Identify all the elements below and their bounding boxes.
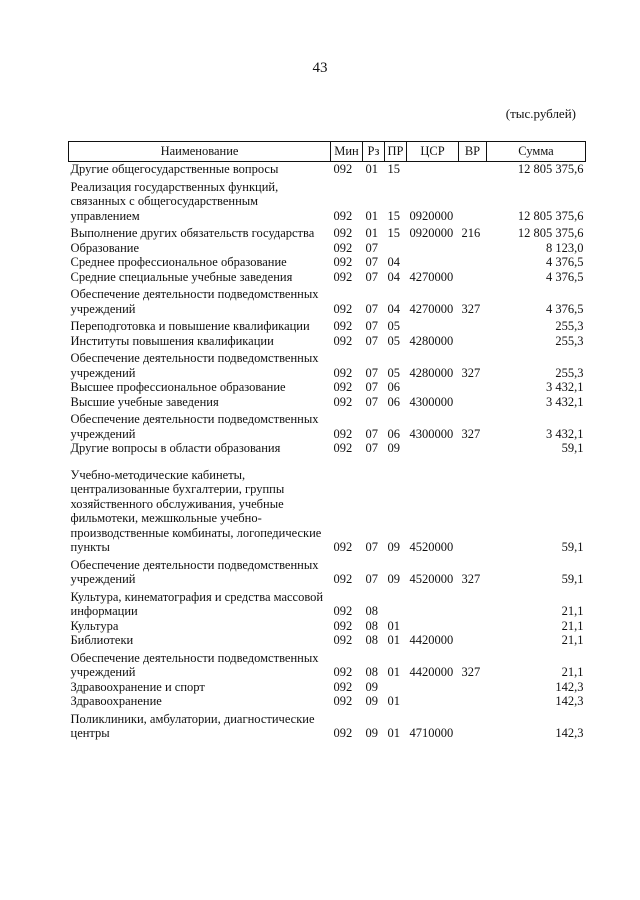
cell-rz: 01: [365, 162, 378, 176]
cell-sum: 59,1: [561, 540, 584, 554]
cell-name: Другие вопросы в области образования: [70, 441, 281, 455]
cell-rz: 08: [365, 618, 378, 633]
cell-csr: [407, 162, 459, 177]
cell-name: Выполнение других обязательств государства: [70, 226, 315, 240]
table-row: [69, 587, 586, 619]
cell-sum: 12 805 375,6: [517, 208, 584, 223]
cell-rz: 07: [365, 255, 378, 269]
cell-rz: 07: [365, 319, 378, 333]
cell-sum: 4 376,5: [546, 301, 584, 316]
cell-vr: [459, 380, 487, 395]
cell-pr: 04: [387, 269, 400, 284]
cell-pr: 09: [387, 540, 400, 554]
cell-pr: 09: [387, 572, 400, 586]
cell-rz: 08: [365, 604, 378, 618]
cell-csr: 4300000: [409, 426, 454, 441]
cell-vr: [459, 162, 487, 177]
cell-name: Средние специальные учебные заведения: [70, 269, 293, 284]
header-name: Наименование: [69, 142, 331, 162]
cell-name: Институты повышения квалификации: [70, 333, 274, 348]
table-row: [69, 441, 586, 456]
cell-vr: 216: [461, 226, 481, 240]
cell-name: Культура: [70, 618, 119, 633]
cell-vr: 327: [461, 572, 481, 586]
cell-sum: 8 123,0: [546, 240, 584, 255]
cell-pr: 06: [387, 394, 400, 409]
cell-csr: [407, 255, 459, 270]
cell-pr: 05: [387, 333, 400, 348]
cell-csr: [407, 380, 459, 395]
cell-sum: 255,3: [555, 365, 584, 380]
cell-rz: 07: [365, 269, 378, 284]
cell-csr: [407, 680, 459, 695]
cell-sum: 21,1: [561, 665, 584, 679]
table-row: [69, 409, 586, 441]
cell-min: 092: [333, 540, 353, 554]
cell-min: 092: [333, 426, 353, 441]
table-row: [69, 694, 586, 709]
cell-sum: 142,3: [555, 726, 584, 740]
cell-vr: [459, 694, 487, 709]
cell-min: 092: [333, 604, 353, 618]
cell-rz: 01: [365, 226, 378, 240]
cell-pr: 15: [387, 162, 400, 176]
cell-rz: 07: [365, 380, 378, 394]
cell-name: Высшие учебные заведения: [70, 394, 219, 409]
cell-name: Культура, кинематография и средства массовой информации: [70, 589, 324, 618]
cell-rz: 09: [365, 726, 378, 740]
cell-pr: [385, 241, 407, 256]
cell-sum: 59,1: [561, 572, 584, 586]
cell-name: Обеспечение деятельности подведомственных учреждений: [70, 412, 319, 441]
cell-sum: 12 805 375,6: [517, 162, 584, 176]
units-label: (тыс.рублей): [505, 106, 576, 121]
cell-pr: 15: [387, 226, 400, 240]
cell-name: Другие общегосударственные вопросы: [70, 162, 279, 176]
cell-rz: 09: [365, 694, 378, 708]
cell-sum: 142,3: [555, 679, 584, 694]
cell-vr: [459, 587, 487, 619]
cell-csr: [407, 441, 459, 456]
table-row: [69, 395, 586, 410]
cell-name: Здравоохранение: [70, 694, 162, 708]
cell-vr: [459, 270, 487, 285]
cell-vr: [459, 177, 487, 224]
cell-pr: 05: [387, 319, 400, 333]
header-vr: ВР: [459, 142, 487, 162]
cell-sum: 4 376,5: [546, 269, 584, 284]
cell-rz: 07: [365, 540, 378, 554]
cell-name: Здравоохранение и спорт: [70, 679, 205, 694]
cell-pr: 01: [387, 618, 400, 633]
cell-sum: 12 805 375,6: [517, 226, 584, 240]
cell-csr: [407, 587, 459, 619]
cell-vr: 327: [461, 365, 481, 380]
cell-name: Обеспечение деятельности подведомственных учреждений: [70, 557, 319, 586]
table-row: [69, 284, 586, 316]
cell-rz: 07: [365, 365, 378, 380]
cell-vr: 327: [461, 426, 481, 441]
cell-vr: [459, 456, 487, 555]
cell-csr: [407, 694, 459, 709]
cell-sum: 4 376,5: [546, 255, 584, 269]
cell-csr: 4420000: [409, 633, 454, 647]
cell-rz: 07: [365, 394, 378, 409]
cell-name: Обеспечение деятельности подведомственных учреждений: [70, 287, 319, 316]
cell-pr: [385, 680, 407, 695]
header-rz: Рз: [363, 142, 385, 162]
cell-vr: [459, 395, 487, 410]
cell-name: Переподготовка и повышение квалификации: [70, 319, 310, 333]
cell-min: 092: [333, 726, 353, 740]
table-header-row: [69, 142, 586, 162]
table-row: [69, 162, 586, 177]
table-row: [69, 348, 586, 380]
cell-name: Обеспечение деятельности подведомственных учреждений: [70, 351, 319, 380]
cell-rz: 07: [365, 572, 378, 586]
cell-min: 092: [333, 633, 353, 647]
cell-rz: 07: [365, 240, 378, 255]
cell-sum: 3 432,1: [546, 394, 584, 409]
cell-rz: 07: [365, 301, 378, 316]
header-pr: ПР: [385, 142, 407, 162]
cell-rz: 07: [365, 333, 378, 348]
table-row: [69, 456, 586, 555]
header-sum: Сумма: [487, 142, 586, 162]
cell-min: 092: [333, 269, 353, 284]
cell-csr: 4280000: [409, 365, 454, 380]
cell-vr: [459, 255, 487, 270]
cell-name: Библиотеки: [70, 633, 134, 647]
cell-rz: 07: [365, 441, 378, 455]
cell-pr: 06: [387, 380, 400, 394]
cell-sum: 21,1: [561, 633, 584, 647]
cell-csr: 4420000: [409, 665, 454, 679]
cell-min: 092: [333, 162, 353, 176]
cell-sum: 3 432,1: [546, 426, 584, 441]
cell-pr: 04: [387, 301, 400, 316]
cell-rz: 08: [365, 665, 378, 679]
cell-vr: 327: [461, 665, 481, 679]
cell-vr: [459, 619, 487, 634]
table-row: [69, 633, 586, 648]
cell-csr: 0920000: [409, 208, 454, 223]
cell-min: 092: [333, 240, 353, 255]
table-row: [69, 380, 586, 395]
page-number: 43: [312, 60, 328, 76]
table-row: [69, 177, 586, 224]
cell-csr: 4270000: [409, 301, 454, 316]
cell-name: Реализация государственных функций, связанных с общегосударственным управлением: [70, 179, 279, 223]
cell-csr: [407, 241, 459, 256]
table-row: [69, 270, 586, 285]
cell-pr: 01: [387, 665, 400, 679]
cell-rz: 09: [365, 679, 378, 694]
cell-min: 092: [333, 365, 353, 380]
cell-min: 092: [333, 255, 353, 269]
table-row: [69, 241, 586, 256]
cell-name: Поликлиники, амбулатории, диагностические центры: [70, 711, 315, 740]
cell-vr: [459, 633, 487, 648]
table-row: [69, 255, 586, 270]
cell-min: 092: [333, 618, 353, 633]
cell-vr: [459, 241, 487, 256]
cell-pr: 06: [387, 426, 400, 441]
table-row: [69, 316, 586, 334]
cell-pr: 05: [387, 365, 400, 380]
cell-pr: 01: [387, 633, 400, 647]
cell-min: 092: [333, 226, 353, 240]
cell-csr: [407, 316, 459, 334]
cell-min: 092: [333, 694, 353, 708]
table-row: [69, 709, 586, 741]
cell-csr: 4520000: [409, 540, 454, 554]
cell-min: 092: [333, 441, 353, 455]
cell-min: 092: [333, 319, 353, 333]
cell-sum: 3 432,1: [546, 380, 584, 394]
cell-sum: 21,1: [561, 618, 584, 633]
cell-sum: 255,3: [555, 333, 584, 348]
cell-min: 092: [333, 394, 353, 409]
cell-vr: [459, 680, 487, 695]
cell-pr: 04: [387, 255, 400, 269]
cell-csr: 4270000: [409, 269, 454, 284]
cell-csr: 0920000: [409, 226, 454, 240]
cell-pr: 01: [387, 694, 400, 708]
cell-vr: [459, 441, 487, 456]
cell-vr: [459, 709, 487, 741]
cell-pr: 01: [387, 726, 400, 740]
cell-pr: 09: [387, 441, 400, 455]
cell-sum: 21,1: [561, 604, 584, 618]
cell-min: 092: [333, 665, 353, 679]
cell-name: Обеспечение деятельности подведомственных учреждений: [70, 650, 319, 679]
table-row: [69, 334, 586, 349]
cell-csr: 4280000: [409, 333, 454, 348]
cell-vr: [459, 334, 487, 349]
cell-name: Образование: [70, 240, 140, 255]
cell-vr: [459, 316, 487, 334]
cell-rz: 01: [365, 208, 378, 223]
cell-min: 092: [333, 380, 353, 394]
table-body: [69, 162, 586, 741]
cell-sum: 59,1: [561, 441, 584, 455]
cell-min: 092: [333, 208, 353, 223]
cell-name: Высшее профессиональное образование: [70, 380, 286, 394]
budget-table: [68, 141, 586, 741]
cell-csr: [407, 619, 459, 634]
cell-sum: 255,3: [555, 319, 584, 333]
header-csr: ЦСР: [407, 142, 459, 162]
table-row: [69, 555, 586, 587]
header-min: Мин: [331, 142, 363, 162]
cell-pr: 15: [387, 208, 400, 223]
cell-vr: 327: [461, 301, 481, 316]
cell-sum: 142,3: [555, 694, 584, 708]
cell-rz: 07: [365, 426, 378, 441]
cell-name: Учебно-методические кабинеты, централизованные бухгалтерии, группы хозяйственного обслуживания, учебные фильмотеки, межшкольные учебно-производственные комбинаты, логопедические пункты: [70, 467, 322, 554]
cell-rz: 08: [365, 633, 378, 647]
cell-csr: 4710000: [409, 726, 454, 740]
cell-min: 092: [333, 301, 353, 316]
table-row: [69, 648, 586, 680]
table-row: [69, 619, 586, 634]
cell-csr: 4300000: [409, 394, 454, 409]
cell-min: 092: [333, 572, 353, 586]
table-row: [69, 680, 586, 695]
cell-pr: [385, 587, 407, 619]
cell-min: 092: [333, 333, 353, 348]
table-row: [69, 223, 586, 241]
cell-csr: 4520000: [409, 572, 454, 586]
cell-min: 092: [333, 679, 353, 694]
cell-name: Среднее профессиональное образование: [70, 255, 287, 269]
